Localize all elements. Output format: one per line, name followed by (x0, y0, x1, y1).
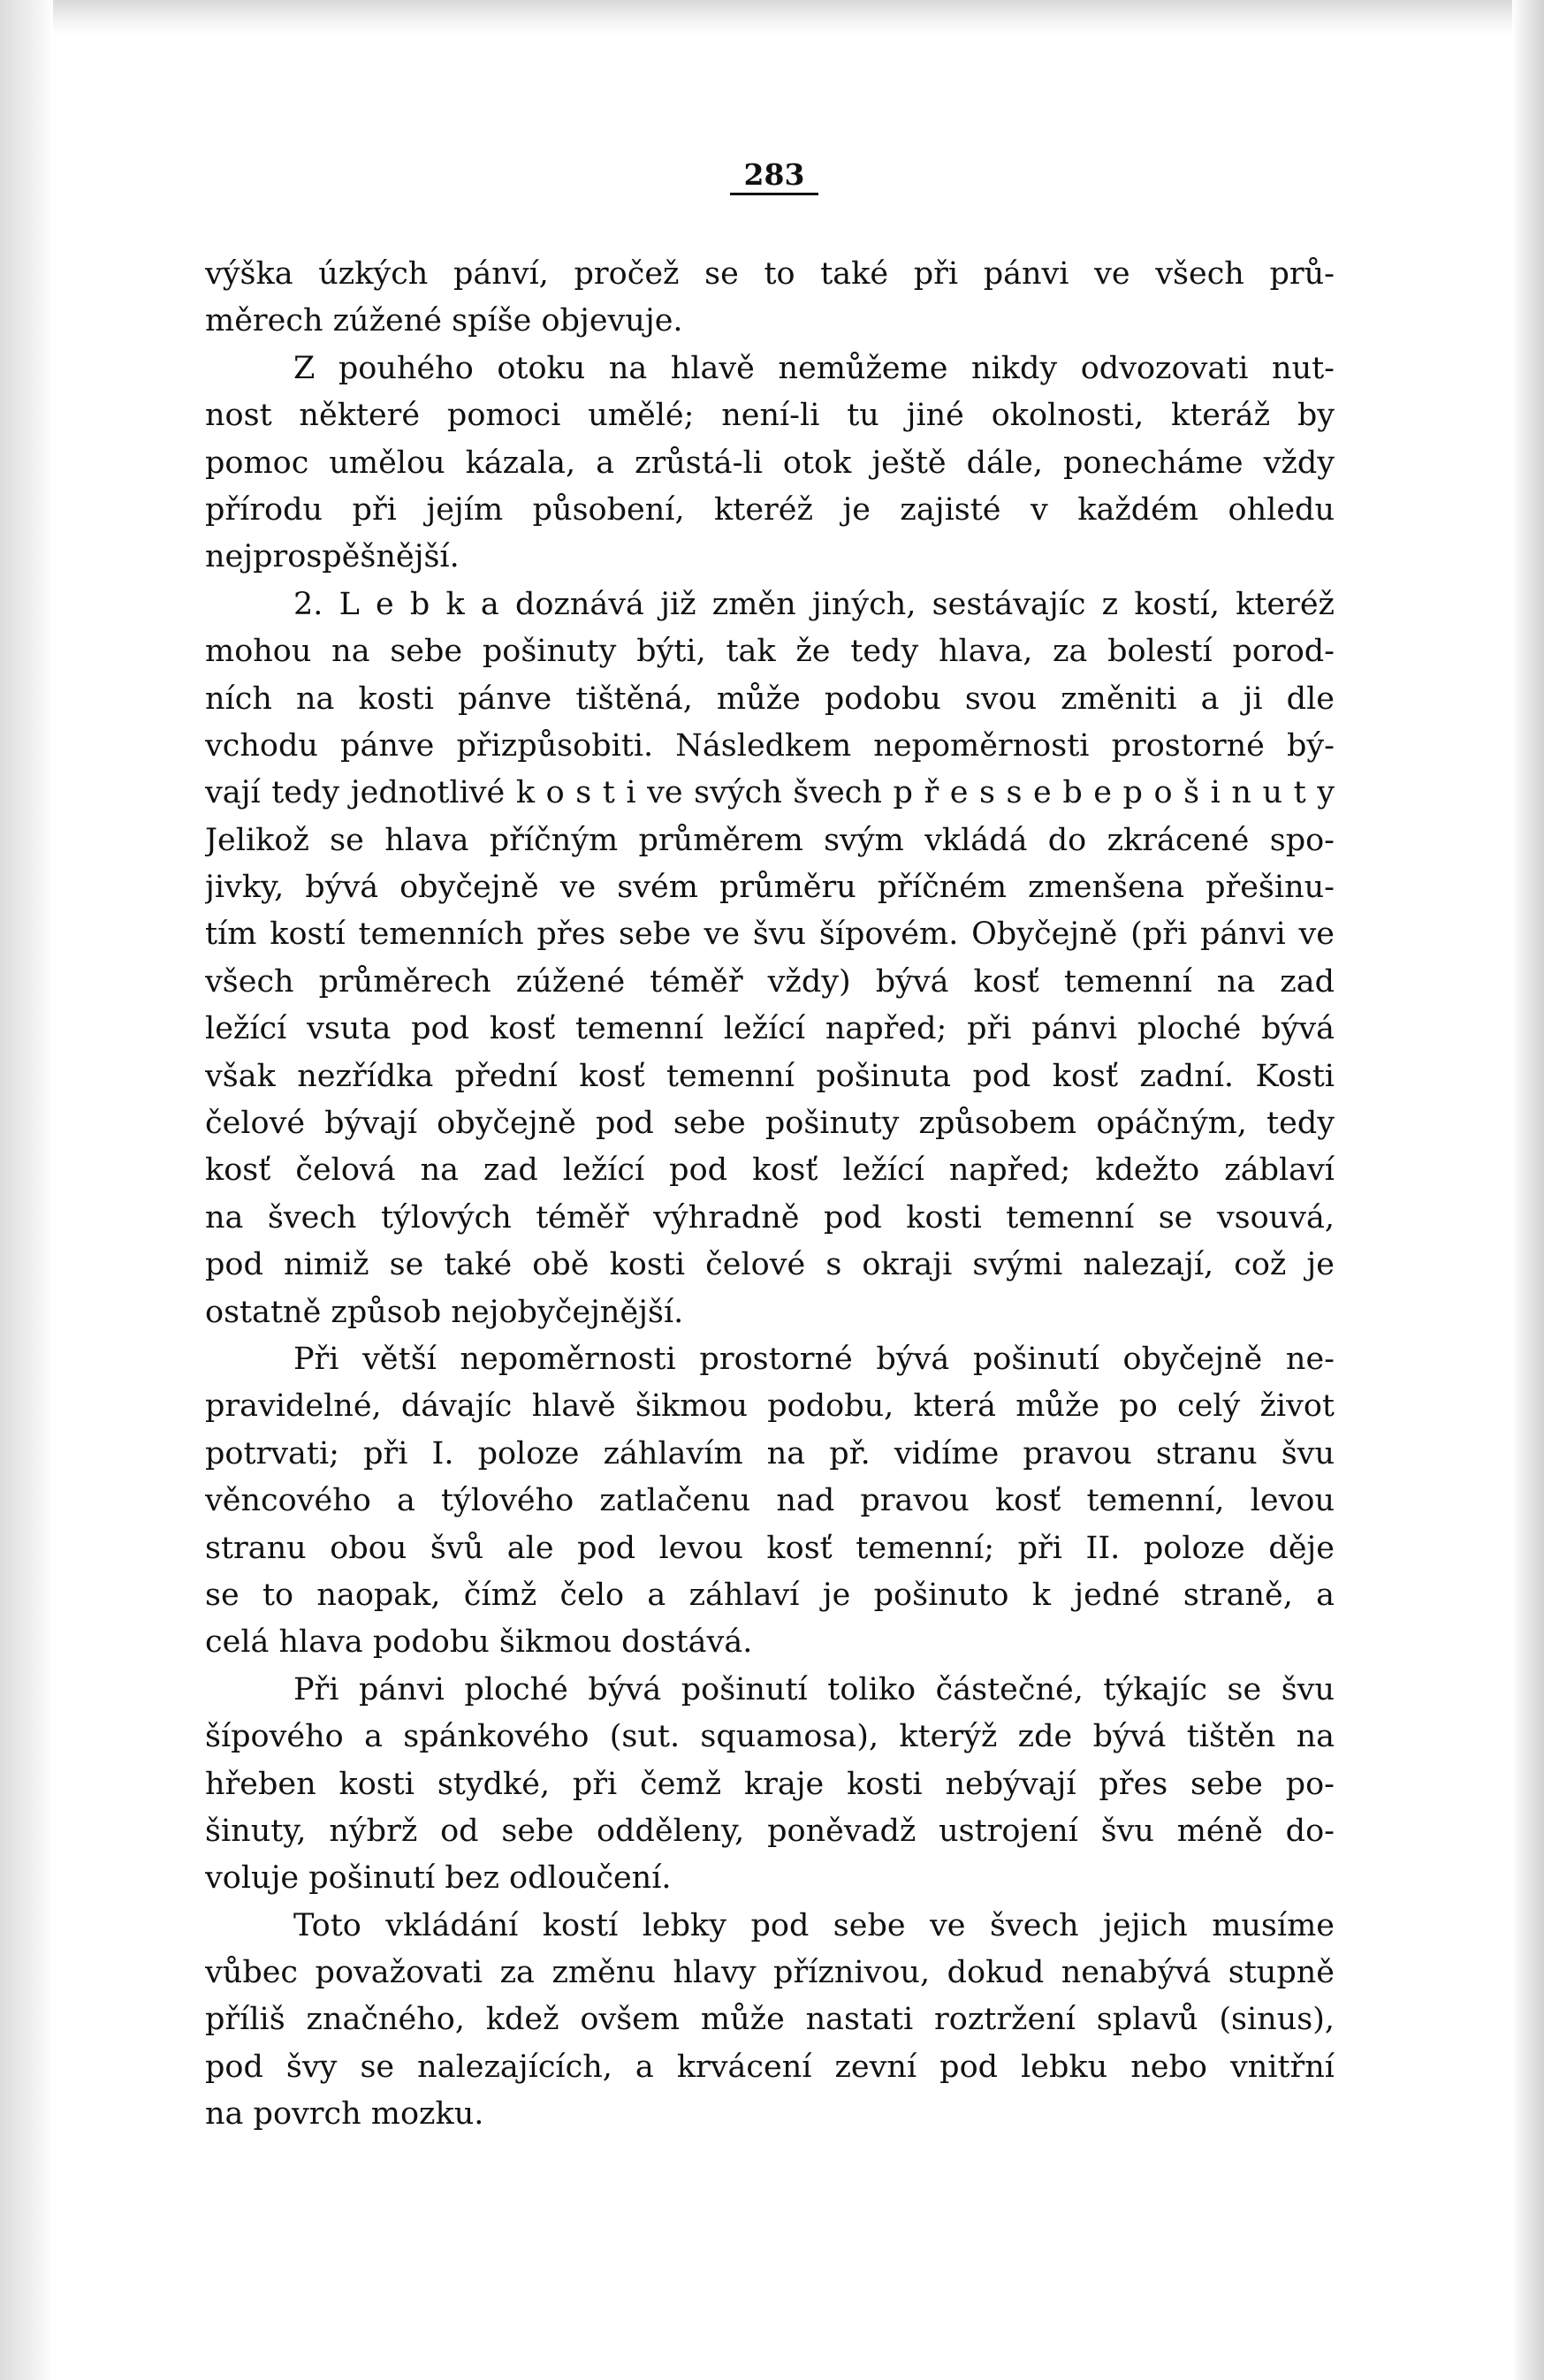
text-line: výška úzkých pánví, pročež se to také při pánvi ve všech prů- (205, 256, 1335, 292)
text-line: měrech zúžené spíše objevuje. (205, 303, 683, 339)
text-line: ostatně způsob nejobyčejnější. (205, 1294, 684, 1330)
text-line: ních na kosti pánve tištěná, může podobu svou změniti a ji dle (205, 681, 1335, 717)
text-line: vchodu pánve přizpůsobiti. Následkem nepoměrnosti prostorné bý- (205, 727, 1335, 764)
body-text (205, 251, 1335, 2139)
text-line: nejprospěšnější. (205, 539, 460, 575)
text-line: pravidelné, dávajíc hlavě šikmou podobu, která může po celý život (205, 1388, 1335, 1425)
text-line: šípového a spánkového (sut. squamosa), kterýž zde bývá tištěn na (205, 1719, 1335, 1755)
text-line: voluje pošinutí bez odloučení. (205, 1860, 672, 1897)
text-line: nost některé pomoci umělé; není-li tu jiné okolnosti, kteráž by (205, 398, 1335, 434)
text-line: stranu obou švů ale pod levou kosť temenní; při II. poloze děje (205, 1530, 1335, 1566)
paragraph (205, 251, 1335, 346)
text-line: vají tedy jednotlivé k o s t i ve svých švech p ř e s s e b e p o š i n u t y (205, 775, 1335, 811)
text-line: Toto vkládání kostí lebky pod sebe ve švech jejich musíme (293, 1907, 1335, 1943)
text-line: pomoc umělou kázala, a zrůstá-li otok ještě dále, ponecháme vždy (205, 445, 1335, 481)
text-line: ležící vsuta pod kosť temenní ležící napřed; při pánvi ploché bývá (205, 1011, 1335, 1047)
page-number: 283 (730, 157, 818, 195)
paragraph (205, 346, 1335, 582)
paragraph (205, 1336, 1335, 1667)
paragraph (205, 1903, 1335, 2139)
text-line: 2. L e b k a doznává již změn jiných, sestávajíc z kostí, kteréž (293, 586, 1335, 622)
text-line: Jelikož se hlava příčným průměrem svým vkládá do zkrácené spo- (205, 822, 1335, 858)
text-line: pod švy se nalezajících, a krvácení zevní pod lebku nebo vnitřní (205, 2049, 1335, 2085)
paragraph (205, 1667, 1335, 1903)
text-line: Při větší nepoměrnosti prostorné bývá pošinutí obyčejně ne- (293, 1341, 1335, 1377)
text-line: Při pánvi ploché bývá pošinutí toliko částečné, týkajíc se švu (293, 1671, 1335, 1707)
text-line: tím kostí temenních přes sebe ve švu šípovém. Obyčejně (při pánvi ve (205, 916, 1335, 953)
text-line: pod nimiž se také obě kosti čelové s okraji svými nalezají, což je (205, 1247, 1335, 1283)
text-line: vůbec považovati za změnu hlavy příznivou, dokud nenabývá stupně (205, 1955, 1335, 1991)
text-line: všech průměrech zúžené téměř vždy) bývá kosť temenní na zad (205, 963, 1335, 1000)
paragraph (205, 582, 1335, 1336)
text-line: na povrch mozku. (205, 2096, 484, 2133)
text-line: celá hlava podobu šikmou dostává. (205, 1624, 753, 1661)
text-line: mohou na sebe pošinuty býti, tak že tedy hlava, za bolestí porod- (205, 634, 1335, 670)
text-line: však nezřídka přední kosť temenní pošinuta pod kosť zadní. Kosti (205, 1058, 1335, 1094)
text-line: věncového a týlového zatlačenu nad pravou kosť temenní, levou (205, 1483, 1335, 1519)
text-line: příliš značného, kdež ovšem může nastati roztržení splavů (sinus), (205, 2002, 1335, 2038)
text-line: na švech týlových téměř výhradně pod kosti temenní se vsouvá, (205, 1199, 1335, 1236)
text-line: čelové bývají obyčejně pod sebe pošinuty způsobem opáčným, tedy (205, 1106, 1335, 1142)
text-line: přírodu při jejím působení, kteréž je zajisté v každém ohledu (205, 491, 1335, 528)
text-line: potrvati; při I. poloze záhlavím na př. vidíme pravou stranu švu (205, 1435, 1335, 1471)
text-line: kosť čelová na zad ležící pod kosť ležící napřed; kdežto záblaví (205, 1152, 1335, 1189)
text-line: Z pouhého otoku na hlavě nemůžeme nikdy odvozovati nut- (293, 350, 1335, 386)
text-line: hřeben kosti stydké, při čemž kraje kosti nebývají přes sebe po- (205, 1766, 1335, 1802)
text-line: šinuty, nýbrž od sebe odděleny, poněvadž ustrojení švu méně do- (205, 1813, 1335, 1849)
text-line: se to naopak, čímž čelo a záhlaví je pošinuto k jedné straně, a (205, 1577, 1335, 1613)
text-line: jivky, bývá obyčejně ve svém průměru příčném zmenšena přešinu- (205, 870, 1335, 906)
